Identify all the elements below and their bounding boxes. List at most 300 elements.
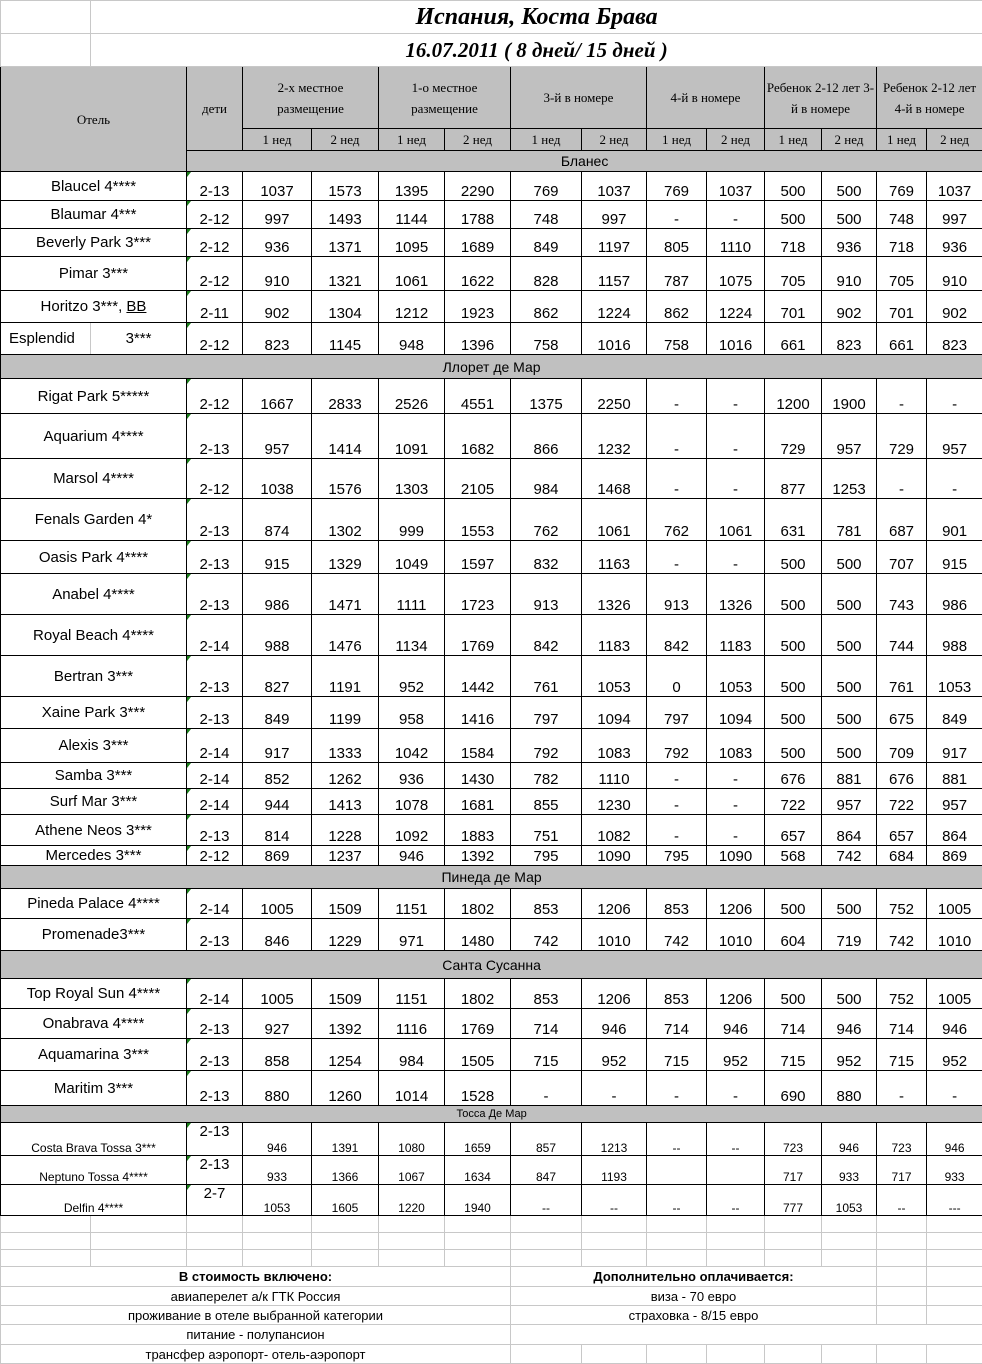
price-cell: 729 [877,414,927,459]
kids-age: 2-14 [187,979,243,1009]
hotel-name-cell [1,789,187,815]
price-cell: 1573 [312,172,379,201]
price-cell: 1396 [445,323,511,355]
price-cell: 715 [877,1039,927,1071]
price-cell: 795 [511,846,582,866]
price-cell: 500 [765,697,822,729]
price-cell: - [582,1071,647,1106]
price-cell: 902 [822,291,877,323]
price-cell: 1769 [445,615,511,656]
price-cell: 952 [927,1039,982,1071]
included-item: проживание в отеле выбранной категории [1,1306,511,1325]
price-cell: 1442 [445,656,511,697]
extra-item: виза - 70 евро [511,1287,877,1306]
price-cell: 857 [511,1123,582,1156]
empty-cell [822,1216,877,1233]
section-header: Бланес [187,151,982,172]
header-hotel: Отель [1,67,187,172]
footer-row [1,1287,982,1306]
hotel-name: Athene Neos 3*** [35,822,152,839]
price-cell: 1232 [582,414,647,459]
price-cell: 762 [647,499,707,541]
hotel-name-cell [1,1123,187,1156]
table-row [1,656,982,697]
empty-cell [707,1216,765,1233]
price-cell: 958 [379,697,445,729]
price-cell: 1229 [312,919,379,951]
price-cell: 752 [877,889,927,919]
footer-row [1,1345,982,1364]
price-cell: 862 [647,291,707,323]
title-row [1,1,982,34]
price-cell: 849 [927,697,982,729]
empty-cell [877,1267,927,1287]
price-cell: 1254 [312,1039,379,1071]
price-cell: -- [511,1185,582,1216]
empty-cell [445,1216,511,1233]
price-cell: - [707,541,765,574]
table-row [1,291,982,323]
empty-cell [312,1233,379,1250]
price-cell: 1206 [582,889,647,919]
price-cell: --- [927,1185,982,1216]
table-body [1,1,982,1364]
price-cell: 631 [765,499,822,541]
empty-cell [877,1216,927,1233]
price-cell: 675 [877,697,927,729]
price-cell: 881 [822,763,877,789]
price-cell: 1163 [582,541,647,574]
price-cell: -- [707,1185,765,1216]
price-cell: 1253 [822,459,877,499]
price-cell: 910 [243,257,312,291]
header-third: 3-й в номере [511,67,647,129]
header-week2: 2 нед [822,129,877,151]
hotel-name-cell [1,172,187,201]
header-single: 1-о местное размещение [379,67,511,129]
price-cell: 999 [379,499,445,541]
table-row [1,919,982,951]
price-cell: 864 [927,815,982,846]
table-row [1,615,982,656]
hotel-name-cell [1,1185,187,1216]
price-cell: 1321 [312,257,379,291]
empty-cell [312,1216,379,1233]
price-cell: 1681 [445,789,511,815]
price-cell: 1042 [379,729,445,763]
table-row [1,789,982,815]
hotel-board-type: BB [126,298,146,315]
price-cell: 1005 [927,979,982,1009]
empty-cell [91,1233,187,1250]
empty-cell [765,1250,822,1267]
kids-age: 2-13 [187,815,243,846]
hotel-name-cell [1,615,187,656]
price-cell: 742 [822,846,877,866]
price-cell: 915 [927,541,982,574]
price-cell: 719 [822,919,877,951]
price-cell: 1080 [379,1123,445,1156]
empty-cell [927,1250,982,1267]
price-cell: 823 [822,323,877,355]
price-cell: 1111 [379,574,445,615]
included-item: авиаперелет а/к ГТК Россия [1,1287,511,1306]
date-row [1,34,982,67]
empty-cell [927,1267,982,1287]
hotel-name: Pimar 3*** [59,265,128,282]
price-cell: - [647,1071,707,1106]
empty-cell [511,1325,982,1345]
price-cell: 718 [877,229,927,257]
price-cell: 1224 [582,291,647,323]
price-cell: 1083 [582,729,647,763]
price-cell: 500 [822,889,877,919]
price-cell: 1053 [243,1185,312,1216]
table-row [1,979,982,1009]
table-row [1,379,982,414]
hotel-name: Rigat Park 5***** [38,388,150,405]
price-cell: 997 [582,201,647,229]
empty-cell [582,1216,647,1233]
section-header: Пинеда де Мар [1,866,982,889]
price-cell: 676 [877,763,927,789]
price-cell: 0 [647,656,707,697]
price-cell: 849 [243,697,312,729]
price-cell: 781 [822,499,877,541]
kids-age: 2-13 [187,919,243,951]
hotel-name-cell [1,379,187,414]
price-cell: 1037 [927,172,982,201]
header-week1: 1 нед [511,129,582,151]
price-cell: 500 [822,656,877,697]
price-cell: 705 [765,257,822,291]
price-cell: 500 [822,615,877,656]
header-child-third: Ребенок 2-12 лет 3-й в номере [765,67,877,129]
price-cell: 568 [765,846,822,866]
price-cell: 723 [877,1123,927,1156]
price-cell: 1116 [379,1009,445,1039]
header-week2: 2 нед [445,129,511,151]
price-cell: 795 [647,846,707,866]
price-cell: 709 [877,729,927,763]
empty-cell [511,1345,582,1364]
hotel-name-cell [1,229,187,257]
hotel-name-cell [1,919,187,951]
price-cell: 1010 [707,919,765,951]
header-week2: 2 нед [312,129,379,151]
price-cell: 1923 [445,291,511,323]
kids-age: 2-13 [187,172,243,201]
price-cell: 957 [927,789,982,815]
kids-age: 2-7 [187,1185,243,1216]
price-cell: 1900 [822,379,877,414]
hotel-name-cell [1,499,187,541]
price-cell: 500 [822,172,877,201]
price-cell: 1228 [312,815,379,846]
header-week1: 1 нед [647,129,707,151]
price-cell: 1053 [822,1185,877,1216]
price-cell: 1471 [312,574,379,615]
price-cell: 1262 [312,763,379,789]
price-cell: 847 [511,1156,582,1185]
price-cell: 500 [822,574,877,615]
hotel-name: Oasis Park 4**** [39,549,148,566]
price-cell: 1802 [445,979,511,1009]
price-cell: - [877,379,927,414]
price-cell: 1476 [312,615,379,656]
footer-row [1,1325,982,1345]
kids-age: 2-12 [187,459,243,499]
empty-cell [707,1233,765,1250]
hotel-name-cell [1,541,187,574]
page-title: Испания, Коста Брава [91,1,982,34]
empty-cell [1,1,91,34]
price-cell: 722 [765,789,822,815]
hotel-name: Royal Beach 4**** [33,627,154,644]
kids-age: 2-13 [187,1156,243,1185]
price-cell: 1769 [445,1009,511,1039]
table-row [1,229,982,257]
price-cell: - [707,379,765,414]
price-cell: 792 [511,729,582,763]
hotel-name: Onabrava 4**** [43,1015,145,1032]
price-cell: 902 [243,291,312,323]
price-cell: 1597 [445,541,511,574]
price-cell: - [647,459,707,499]
included-item: трансфер аэропорт- отель-аэропорт [1,1345,511,1364]
price-cell: 1183 [707,615,765,656]
price-cell: 986 [927,574,982,615]
price-cell: 705 [877,257,927,291]
price-cell: 769 [877,172,927,201]
price-cell: 946 [582,1009,647,1039]
kids-age: 2-12 [187,846,243,866]
empty-cell [187,1233,243,1250]
kids-age: 2-14 [187,789,243,815]
kids-age: 2-13 [187,656,243,697]
hotel-name-cell [1,459,187,499]
hotel-name-cell [1,763,187,789]
price-cell: 952 [707,1039,765,1071]
price-cell: 752 [877,979,927,1009]
price-cell: 742 [877,919,927,951]
price-cell: 1092 [379,815,445,846]
price-cell: - [707,763,765,789]
section-row [1,866,982,889]
price-cell: 1326 [582,574,647,615]
table-row [1,201,982,229]
price-cell: 946 [822,1123,877,1156]
price-cell: 1392 [312,1009,379,1039]
table-row [1,414,982,459]
price-cell: - [707,789,765,815]
empty-cell [647,1250,707,1267]
price-cell: 714 [877,1009,927,1039]
price-cell: 701 [765,291,822,323]
empty-cell [647,1345,707,1364]
price-cell: 944 [243,789,312,815]
price-cell: 915 [243,541,312,574]
price-cell: 657 [765,815,822,846]
price-cell: 1430 [445,763,511,789]
price-cell: 1414 [312,414,379,459]
price-cell: 744 [877,615,927,656]
price-cell: 997 [927,201,982,229]
price-cell: 1193 [582,1156,647,1185]
empty-cell [765,1233,822,1250]
price-cell: 971 [379,919,445,951]
price-cell: 1075 [707,257,765,291]
empty-cell [707,1250,765,1267]
price-cell: 1333 [312,729,379,763]
price-cell: - [707,414,765,459]
price-cell: 1014 [379,1071,445,1106]
empty-cell [511,1216,582,1233]
price-cell: 933 [822,1156,877,1185]
price-cell: 1151 [379,979,445,1009]
hotel-name-cell [1,414,187,459]
table-row [1,541,982,574]
price-cell: 1622 [445,257,511,291]
price-cell: 855 [511,789,582,815]
price-cell: 2105 [445,459,511,499]
price-cell: 500 [765,889,822,919]
price-cell: 846 [243,919,312,951]
price-cell: 797 [511,697,582,729]
price-cell: - [707,201,765,229]
price-cell: 1206 [707,889,765,919]
price-cell: 761 [877,656,927,697]
price-cell: 1237 [312,846,379,866]
price-cell: - [647,815,707,846]
price-cell: 1110 [707,229,765,257]
price-cell: 500 [765,574,822,615]
price-cell: 701 [877,291,927,323]
price-cell: -- [647,1185,707,1216]
price-cell: 1468 [582,459,647,499]
price-cell: - [707,459,765,499]
hotel-name: Fenals Garden 4* [35,511,153,528]
price-cell: 1005 [243,979,312,1009]
hotel-name: Promenade3*** [42,926,145,943]
header-child-fourth: Ребенок 2-12 лет 4-й в номере [877,67,982,129]
price-cell: 948 [379,323,445,355]
price-cell: 946 [927,1009,982,1039]
price-cell: 957 [822,789,877,815]
price-cell: 769 [647,172,707,201]
kids-age: 2-13 [187,697,243,729]
price-cell: 946 [822,1009,877,1039]
price-cell: 988 [927,615,982,656]
kids-age: 2-14 [187,729,243,763]
price-cell: 917 [927,729,982,763]
kids-age: 2-13 [187,1009,243,1039]
price-cell: 1049 [379,541,445,574]
price-cell: 1509 [312,889,379,919]
header-fourth: 4-й в номере [647,67,765,129]
price-cell: 1091 [379,414,445,459]
price-cell: 717 [877,1156,927,1185]
price-cell: 1067 [379,1156,445,1185]
price-cell: 1304 [312,291,379,323]
hotel-name: Esplendid [1,323,91,355]
empty-cell [312,1250,379,1267]
empty-cell [877,1250,927,1267]
empty-cell [1,1216,91,1233]
empty-cell [243,1233,312,1250]
price-cell: 742 [647,919,707,951]
price-cell: 1134 [379,615,445,656]
price-cell: 500 [822,697,877,729]
price-cell: 714 [647,1009,707,1039]
price-cell: 707 [877,541,927,574]
empty-cell [511,1233,582,1250]
kids-age: 2-13 [187,499,243,541]
empty-cell [647,1233,707,1250]
price-cell: - [647,414,707,459]
hotel-name: Samba 3*** [55,767,133,784]
hotel-name: Maritim 3*** [54,1080,133,1097]
price-cell: 604 [765,919,822,951]
empty-cell [927,1345,982,1364]
price-cell: 2833 [312,379,379,414]
price-cell: 858 [243,1039,312,1071]
price-cell [707,1156,765,1185]
price-cell: 500 [765,615,822,656]
price-cell: 901 [927,499,982,541]
table-row [1,763,982,789]
price-cell: 1145 [312,323,379,355]
hotel-name: Blaucel 4**** [51,178,136,195]
price-cell: 1634 [445,1156,511,1185]
price-cell: 984 [511,459,582,499]
empty-cell [445,1250,511,1267]
price-cell: 952 [379,656,445,697]
hotel-name-cell [1,201,187,229]
price-cell: 676 [765,763,822,789]
price-cell: 1083 [707,729,765,763]
section-header: Санта Сусанна [1,951,982,979]
price-cell: 832 [511,541,582,574]
price-cell: 1078 [379,789,445,815]
price-cell: 1061 [582,499,647,541]
kids-age: 2-13 [187,1123,243,1156]
price-cell: 715 [511,1039,582,1071]
empty-cell [927,1306,982,1325]
table-row [1,697,982,729]
price-cell: 687 [877,499,927,541]
price-cell: 827 [243,656,312,697]
price-cell: 1016 [582,323,647,355]
empty-cell [187,1250,243,1267]
price-cell: - [647,379,707,414]
price-cell: 1010 [927,919,982,951]
price-cell: 715 [647,1039,707,1071]
empty-cell [707,1345,765,1364]
price-cell: 762 [511,499,582,541]
price-cell: 1110 [582,763,647,789]
price-cell: 1366 [312,1156,379,1185]
price-cell: 1689 [445,229,511,257]
empty-cell [647,1216,707,1233]
price-cell: 1505 [445,1039,511,1071]
price-cell: 1493 [312,201,379,229]
price-cell: 1392 [445,846,511,866]
price-cell: 997 [243,201,312,229]
price-cell: 842 [511,615,582,656]
kids-age: 2-14 [187,615,243,656]
kids-age: 2-11 [187,291,243,323]
